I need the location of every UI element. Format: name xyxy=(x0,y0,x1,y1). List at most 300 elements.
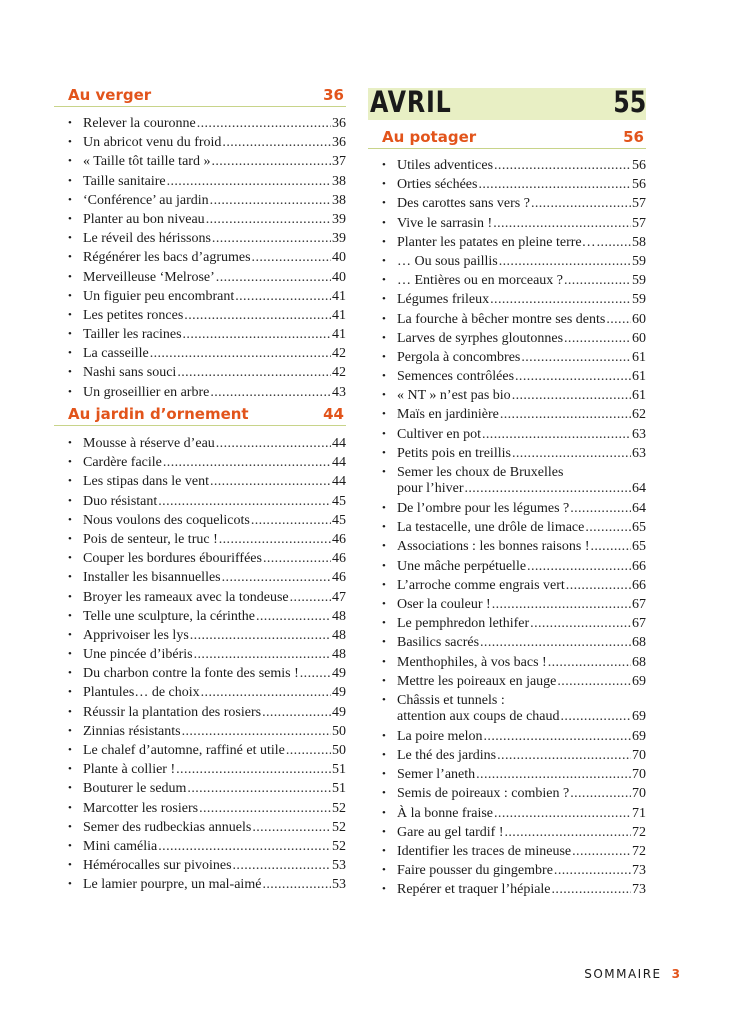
section-page: 44 xyxy=(323,405,344,423)
dot-leader xyxy=(300,664,331,683)
entry-title: « Taille tôt taille tard » xyxy=(83,154,211,170)
toc-entry[interactable] xyxy=(54,191,346,210)
entry-title: Le thé des jardins xyxy=(397,748,497,764)
toc-entry[interactable] xyxy=(368,425,646,444)
entry-page-number: 66 xyxy=(632,558,646,574)
bullet-icon: • xyxy=(382,389,386,402)
entry-title: « NT » n’est pas bio xyxy=(397,388,511,404)
toc-entry[interactable] xyxy=(368,463,646,499)
entry-title: Plante à collier ! xyxy=(83,762,176,778)
toc-entry[interactable] xyxy=(368,233,646,252)
bullet-icon: • xyxy=(382,787,386,800)
toc-list-potager xyxy=(368,156,646,900)
entry-title: Semis de poireaux : combien ? xyxy=(397,786,570,802)
toc-entry[interactable] xyxy=(368,271,646,290)
month-banner[interactable] xyxy=(368,85,646,120)
bullet-icon: • xyxy=(68,136,72,149)
entry-page-number: 60 xyxy=(632,330,646,346)
toc-entry[interactable] xyxy=(54,492,346,511)
bullet-icon: • xyxy=(68,744,72,756)
entry-title: À la bonne fraise xyxy=(397,805,494,821)
entry-title: Bouturer le sedum xyxy=(83,781,187,797)
toc-entry[interactable] xyxy=(54,664,346,683)
dot-leader xyxy=(167,172,331,191)
bullet-icon: • xyxy=(68,801,72,814)
entry-page-number: 44 xyxy=(332,455,346,471)
dot-leader xyxy=(199,799,331,818)
dot-leader xyxy=(530,614,631,633)
bullet-icon: • xyxy=(382,331,386,344)
bullet-icon: • xyxy=(68,117,72,129)
entry-title: Semer les choux de Bruxelles xyxy=(397,465,564,480)
entry-page-number: 61 xyxy=(632,388,646,404)
entry-page-number: 52 xyxy=(332,800,346,816)
dot-leader xyxy=(263,549,331,568)
entry-page-number: 49 xyxy=(332,685,346,701)
toc-entry[interactable] xyxy=(368,518,646,537)
entry-title: La fourche à bêcher montre ses dents xyxy=(397,311,606,327)
bullet-icon: • xyxy=(382,864,386,877)
bullet-icon: • xyxy=(382,597,386,610)
toc-entry[interactable] xyxy=(368,557,646,576)
entry-title: Broyer les rameaux avec la tondeuse xyxy=(83,589,289,605)
bullet-icon: • xyxy=(68,193,72,206)
toc-entry[interactable] xyxy=(54,152,346,171)
bullet-icon: • xyxy=(68,820,72,833)
entry-page-number: 49 xyxy=(332,704,346,720)
entry-title: Le réveil des hérissons xyxy=(83,231,211,247)
entry-page-number: 40 xyxy=(332,250,346,266)
toc-entry[interactable] xyxy=(368,765,646,784)
entry-page-number: 53 xyxy=(332,858,346,874)
bullet-icon: • xyxy=(68,532,72,545)
entry-page-number: 38 xyxy=(332,173,346,189)
entry-page-number: 73 xyxy=(632,882,646,898)
entry-page-number: 64 xyxy=(632,481,646,496)
toc-entry[interactable] xyxy=(368,633,646,652)
bullet-icon: • xyxy=(68,590,72,603)
dot-leader xyxy=(158,492,331,511)
bullet-icon: • xyxy=(382,617,386,630)
toc-entry[interactable] xyxy=(368,614,646,633)
bullet-icon: • xyxy=(68,839,72,852)
toc-entry[interactable] xyxy=(54,511,346,530)
bullet-icon: • xyxy=(68,648,72,661)
entry-title: Un abricot venu du froid xyxy=(83,135,222,151)
toc-entry[interactable] xyxy=(54,875,346,894)
toc-entry[interactable] xyxy=(54,856,346,875)
section-header-potager[interactable] xyxy=(368,128,646,149)
toc-entry[interactable] xyxy=(54,210,346,229)
entry-page-number: 52 xyxy=(332,819,346,835)
section-title: Au potager xyxy=(382,128,477,146)
entry-page-number: 72 xyxy=(632,824,646,840)
entry-page-number: 68 xyxy=(632,654,646,670)
toc-entry[interactable] xyxy=(54,172,346,191)
entry-title: attention aux coups de chaud xyxy=(397,708,560,724)
toc-entry[interactable] xyxy=(54,645,346,664)
toc-entry[interactable] xyxy=(368,214,646,233)
toc-entry[interactable] xyxy=(54,779,346,798)
dot-leader xyxy=(222,568,331,587)
entry-title: Plantules… de choix xyxy=(83,685,200,701)
toc-entry[interactable] xyxy=(54,530,346,549)
entry-title: Semences contrôlées xyxy=(397,369,515,385)
entry-page-number: 45 xyxy=(332,493,346,509)
toc-entry[interactable] xyxy=(368,842,646,861)
toc-entry[interactable] xyxy=(54,363,346,382)
entry-page-number: 51 xyxy=(332,762,346,778)
toc-entry[interactable] xyxy=(368,499,646,518)
entry-page-number: 57 xyxy=(632,215,646,231)
toc-entry[interactable] xyxy=(54,607,346,626)
dot-leader xyxy=(464,479,631,498)
toc-entry[interactable] xyxy=(368,880,646,899)
dot-leader xyxy=(572,842,631,861)
dot-leader xyxy=(552,880,631,899)
entry-page-number: 36 xyxy=(332,135,346,151)
bullet-icon: • xyxy=(382,768,386,781)
bullet-icon: • xyxy=(68,609,72,622)
dot-leader xyxy=(183,325,331,344)
entry-title: Basilics sacrés xyxy=(397,635,480,651)
dot-leader xyxy=(163,453,331,472)
toc-entry[interactable] xyxy=(368,444,646,463)
page-footer xyxy=(584,967,680,981)
entry-page-number: 39 xyxy=(332,231,346,247)
entry-title: Larves de syrphes gloutonnes xyxy=(397,330,564,346)
toc-entry[interactable] xyxy=(368,156,646,175)
bullet-icon: • xyxy=(382,806,386,819)
entry-title: … Ou sous paillis xyxy=(397,253,498,269)
toc-entry[interactable] xyxy=(54,799,346,818)
entry-title: Le chalef d’automne, raffiné et utile xyxy=(83,743,285,758)
entry-title: Identifier les traces de mineuse xyxy=(397,844,572,859)
entry-page-number: 62 xyxy=(632,407,646,423)
dot-leader xyxy=(251,511,331,530)
entry-page-number: 61 xyxy=(632,349,646,365)
entry-page-number: 57 xyxy=(632,196,646,212)
entry-page-number: 69 xyxy=(632,708,646,724)
toc-entry[interactable] xyxy=(368,194,646,213)
entry-title: Merveilleuse ‘Melrose’ xyxy=(83,269,215,285)
toc-entry[interactable] xyxy=(54,568,346,587)
dot-leader xyxy=(548,653,631,672)
dot-leader xyxy=(197,114,331,133)
dot-leader xyxy=(494,156,631,175)
toc-entry[interactable] xyxy=(368,861,646,880)
entry-title: Régénérer les bacs d’agrumes xyxy=(83,250,251,266)
entry-page-number: 66 xyxy=(632,577,646,593)
bullet-icon: • xyxy=(68,705,72,718)
entry-title: Faire pousser du gingembre xyxy=(397,863,553,879)
bullet-icon: • xyxy=(382,370,386,383)
entry-title: pour l’hiver xyxy=(397,481,464,496)
bullet-icon: • xyxy=(68,251,72,264)
toc-entry[interactable] xyxy=(54,325,346,344)
bullet-icon: • xyxy=(382,674,386,687)
entry-page-number: 47 xyxy=(332,589,346,605)
bullet-icon: • xyxy=(382,521,386,534)
toc-entry[interactable] xyxy=(54,344,346,363)
entry-page-number: 59 xyxy=(632,273,646,289)
dot-leader xyxy=(521,348,631,367)
toc-entry[interactable] xyxy=(54,703,346,722)
entry-page-number: 70 xyxy=(632,767,646,783)
dot-leader xyxy=(194,645,331,664)
entry-page-number: 38 xyxy=(332,192,346,208)
bullet-icon: • xyxy=(68,667,72,680)
entry-title: Duo résistant xyxy=(83,493,158,509)
entry-page-number: 46 xyxy=(332,551,346,567)
toc-entry[interactable] xyxy=(368,367,646,386)
entry-title: Oser la couleur ! xyxy=(397,596,491,612)
toc-entry[interactable] xyxy=(368,348,646,367)
toc-entry[interactable] xyxy=(54,837,346,856)
entry-page-number: 60 xyxy=(632,311,646,327)
bullet-icon: • xyxy=(382,540,386,553)
entry-title: Semer l’aneth xyxy=(397,767,476,783)
entry-page-number: 51 xyxy=(332,781,346,797)
toc-entry[interactable] xyxy=(368,252,646,271)
toc-entry[interactable] xyxy=(54,472,346,491)
dot-leader xyxy=(476,765,631,784)
toc-entry[interactable] xyxy=(368,672,646,691)
bullet-icon: • xyxy=(68,212,72,225)
toc-entry[interactable] xyxy=(54,683,346,702)
bullet-icon: • xyxy=(382,235,386,248)
dot-leader xyxy=(187,779,331,798)
toc-entry[interactable] xyxy=(368,691,646,727)
toc-entry[interactable] xyxy=(368,746,646,765)
dot-leader xyxy=(531,194,631,213)
entry-page-number: 39 xyxy=(332,211,346,227)
entry-title: La casseille xyxy=(83,346,149,362)
dot-leader xyxy=(233,856,331,875)
entry-title: Le lamier pourpre, un mal-aimé xyxy=(83,877,262,893)
toc-entry[interactable] xyxy=(368,727,646,746)
toc-entry[interactable] xyxy=(54,114,346,133)
entry-page-number: 70 xyxy=(632,748,646,764)
entry-title: Mini camélia xyxy=(83,838,158,854)
entry-title: La testacelle, une drôle de limace xyxy=(397,520,585,536)
entry-title: Réussir la plantation des rosiers xyxy=(83,704,262,720)
toc-entry[interactable] xyxy=(368,595,646,614)
bullet-icon: • xyxy=(382,655,386,668)
bullet-icon: • xyxy=(382,216,386,229)
entry-page-number: 73 xyxy=(632,863,646,879)
entry-title: Cultiver en pot xyxy=(397,426,481,442)
toc-entry[interactable] xyxy=(54,434,346,453)
toc-entry[interactable] xyxy=(368,784,646,803)
bullet-icon: • xyxy=(382,636,386,649)
dot-leader xyxy=(561,707,631,726)
toc-entry[interactable] xyxy=(368,386,646,405)
bullet-icon: • xyxy=(68,859,72,872)
entry-title: Un figuier peu encombrant xyxy=(83,288,235,304)
toc-entry[interactable] xyxy=(368,290,646,309)
toc-entry[interactable] xyxy=(54,741,346,760)
toc-entry[interactable] xyxy=(54,549,346,568)
entry-title: Semer des rudbeckias annuels xyxy=(83,819,252,835)
dot-leader xyxy=(490,290,631,309)
entry-page-number: 43 xyxy=(332,384,346,400)
dot-leader xyxy=(492,595,631,614)
entry-page-number: 42 xyxy=(332,346,346,362)
entry-page-number: 56 xyxy=(632,158,646,173)
entry-page-number: 46 xyxy=(332,570,346,586)
toc-entry[interactable] xyxy=(54,133,346,152)
bullet-icon: • xyxy=(68,289,72,302)
dot-leader xyxy=(585,518,631,537)
entry-title: … Entières ou en morceaux ? xyxy=(397,273,563,289)
bullet-icon: • xyxy=(382,466,386,478)
toc-entry[interactable] xyxy=(54,453,346,472)
entry-title: Planter au bon niveau xyxy=(83,211,205,227)
toc-entry[interactable] xyxy=(54,588,346,607)
dot-leader xyxy=(235,287,331,306)
entry-title: Les stipas dans le vent xyxy=(83,474,209,490)
entry-page-number: 48 xyxy=(332,647,346,663)
bullet-icon: • xyxy=(382,446,386,459)
dot-leader xyxy=(564,329,631,348)
entry-page-number: 64 xyxy=(632,501,646,516)
entry-title: Cardère facile xyxy=(83,455,162,471)
entry-page-number: 42 xyxy=(332,365,346,381)
bullet-icon: • xyxy=(382,197,386,210)
entry-page-number: 50 xyxy=(332,723,346,739)
entry-title: Installer les bisannuelles xyxy=(83,570,221,586)
dot-leader xyxy=(482,425,631,444)
bullet-icon: • xyxy=(382,693,386,706)
bullet-icon: • xyxy=(68,270,72,283)
dot-leader xyxy=(554,861,631,880)
toc-list-verger xyxy=(54,114,346,402)
entry-title: Telle une sculpture, la cérinthe xyxy=(83,608,255,624)
dot-leader xyxy=(515,367,631,386)
toc-entry[interactable] xyxy=(54,268,346,287)
entry-page-number: 48 xyxy=(332,627,346,643)
dot-leader xyxy=(478,175,631,194)
entry-title: Mousse à réserve d’eau xyxy=(83,436,215,451)
toc-entry[interactable] xyxy=(54,760,346,779)
entry-title: Planter les patates en pleine terre… xyxy=(397,234,596,250)
dot-leader xyxy=(219,530,331,549)
entry-title: Vive le sarrasin ! xyxy=(397,215,493,231)
toc-entry[interactable] xyxy=(368,405,646,424)
dot-leader xyxy=(190,626,331,645)
dot-leader xyxy=(286,741,331,760)
entry-page-number: 45 xyxy=(332,512,346,528)
bullet-icon: • xyxy=(382,749,386,762)
entry-page-number: 41 xyxy=(332,307,346,323)
section-header-verger[interactable] xyxy=(54,86,346,107)
entry-title: Relever la couronne xyxy=(83,116,196,131)
dot-leader xyxy=(500,405,631,424)
entry-title: Pergola à concombres xyxy=(397,349,521,365)
dot-leader xyxy=(201,683,331,702)
dot-leader xyxy=(216,268,331,287)
toc-entry[interactable] xyxy=(54,287,346,306)
bullet-icon: • xyxy=(68,328,72,341)
bullet-icon: • xyxy=(382,350,386,363)
entry-page-number: 61 xyxy=(632,369,646,385)
entry-title: Pois de senteur, le truc ! xyxy=(83,531,218,547)
dot-leader xyxy=(210,191,331,210)
entry-title: Légumes frileux xyxy=(397,292,490,308)
section-header-ornement[interactable] xyxy=(54,405,346,426)
toc-entry[interactable] xyxy=(54,383,346,402)
toc-entry[interactable] xyxy=(368,823,646,842)
dot-leader xyxy=(527,557,631,576)
dot-leader xyxy=(512,444,631,463)
bullet-icon: • xyxy=(68,366,72,379)
entry-title: Gare au gel tardif ! xyxy=(397,824,504,840)
toc-entry[interactable] xyxy=(54,248,346,267)
entry-title: Le pemphredon lethifer xyxy=(397,616,530,632)
entry-title: Des carottes sans vers ? xyxy=(397,196,530,212)
toc-entry[interactable] xyxy=(368,653,646,672)
entry-title: Associations : les bonnes raisons ! xyxy=(397,539,590,555)
entry-page-number: 41 xyxy=(332,288,346,304)
toc-entry[interactable] xyxy=(54,626,346,645)
bullet-icon: • xyxy=(382,293,386,306)
toc-entry[interactable] xyxy=(54,229,346,248)
toc-entry[interactable] xyxy=(54,722,346,741)
bullet-icon: • xyxy=(68,494,72,507)
dot-leader xyxy=(206,210,331,229)
toc-entry[interactable] xyxy=(54,818,346,837)
footer-page-number: 3 xyxy=(671,967,680,981)
bullet-icon: • xyxy=(68,437,72,449)
entry-page-number: 69 xyxy=(632,728,646,744)
entry-page-number: 67 xyxy=(632,616,646,632)
entry-page-number: 65 xyxy=(632,539,646,555)
toc-entry[interactable] xyxy=(368,175,646,194)
entry-page-number: 50 xyxy=(332,743,346,758)
section-page: 36 xyxy=(323,86,344,104)
dot-leader xyxy=(210,383,331,402)
toc-entry[interactable] xyxy=(368,310,646,329)
bullet-icon: • xyxy=(68,155,72,168)
entry-title: Marcotter les rosiers xyxy=(83,800,199,816)
dot-leader xyxy=(564,271,631,290)
bullet-icon: • xyxy=(68,571,72,584)
dot-leader xyxy=(570,499,631,518)
bullet-icon: • xyxy=(68,782,72,795)
entry-title: Repérer et traquer l’hépiale xyxy=(397,882,551,898)
entry-title: Maïs en jardinière xyxy=(397,407,499,423)
bullet-icon: • xyxy=(382,578,386,591)
toc-entry[interactable] xyxy=(54,306,346,325)
bullet-icon: • xyxy=(68,628,72,641)
entry-title: Petits pois en treillis xyxy=(397,445,511,461)
entry-page-number: 52 xyxy=(332,838,346,854)
dot-leader xyxy=(557,672,631,691)
bullet-icon: • xyxy=(68,232,72,245)
entry-page-number: 68 xyxy=(632,635,646,651)
dot-leader xyxy=(182,722,331,741)
toc-entry[interactable] xyxy=(368,804,646,823)
entry-title: ‘Conférence’ au jardin xyxy=(83,192,209,208)
entry-title: Taille sanitaire xyxy=(83,173,166,189)
bullet-icon: • xyxy=(68,724,72,737)
toc-entry[interactable] xyxy=(368,576,646,595)
dot-leader xyxy=(184,306,331,325)
entry-page-number: 56 xyxy=(632,177,646,193)
toc-entry[interactable] xyxy=(368,537,646,556)
toc-entry[interactable] xyxy=(368,329,646,348)
